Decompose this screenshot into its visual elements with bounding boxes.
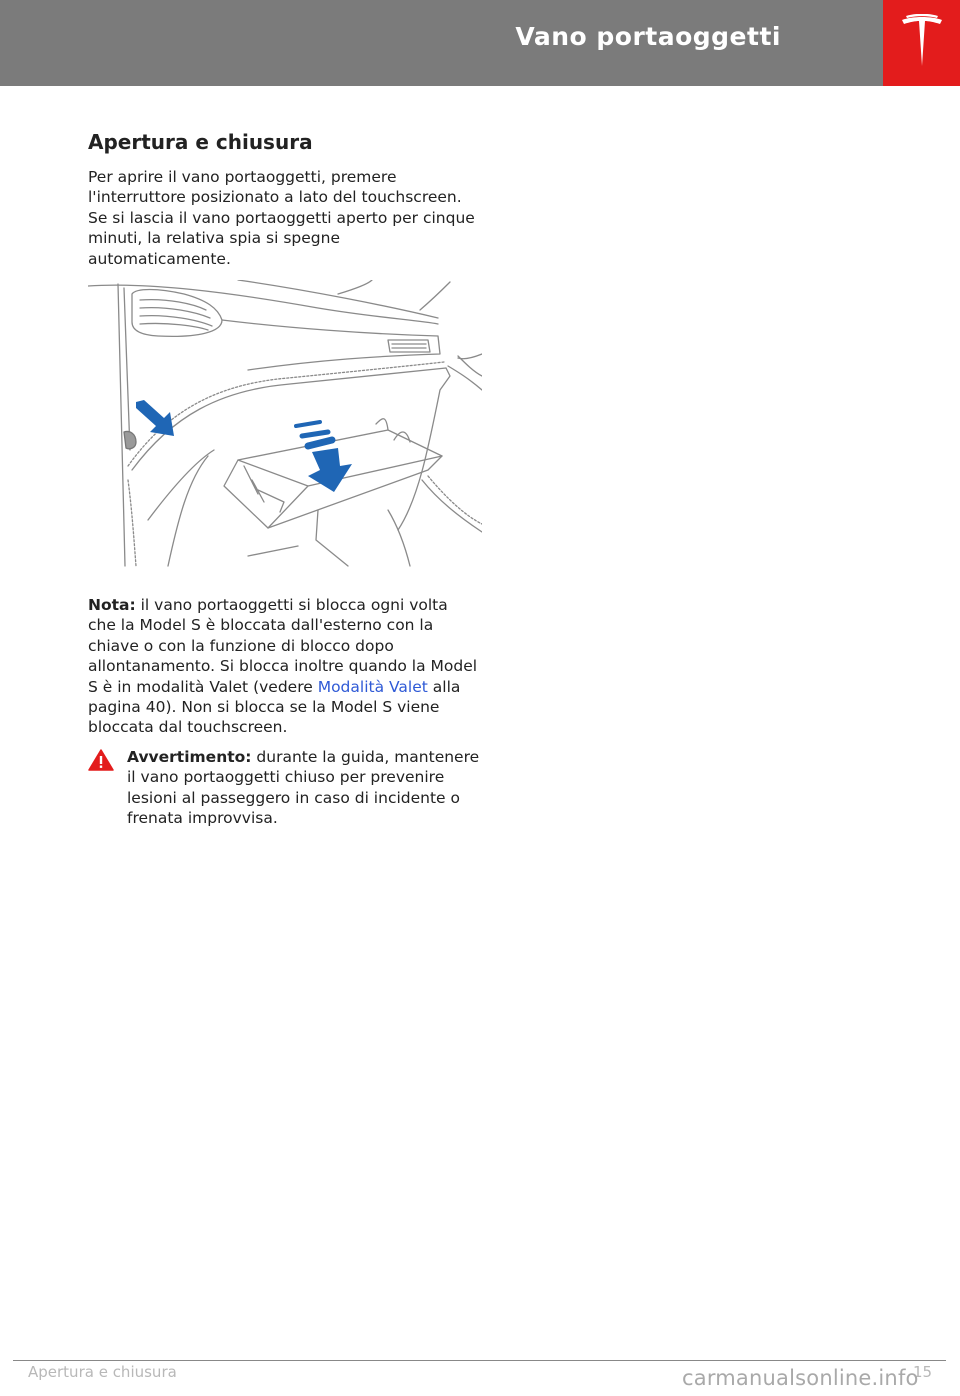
warning-paragraph <box>127 747 487 829</box>
footer-divider <box>13 1360 946 1361</box>
footer-section-title: Apertura e chiusura <box>28 1363 177 1381</box>
note-label: Nota: <box>88 596 136 614</box>
section-heading: Apertura e chiusura <box>88 130 313 154</box>
tesla-logo-icon <box>883 0 960 86</box>
warning-text: durante la guida, mantenere il vano portaoggetti chiuso per prevenire lesioni al passeggero in caso di incidente o frenata improvvisa. <box>127 748 480 828</box>
page-number: 15 <box>913 1363 933 1381</box>
note-text: il vano portaoggetti si blocca ogni volta che la Model S è bloccata dall'esterno con la chiave o con la funzione di blocco dopo allontanamento. Si blocca inoltre quando la Model S è in modalità Valet (vedere <box>88 596 478 696</box>
glovebox-illustration <box>88 280 482 568</box>
note-text-end: alla pagina 40). Non si blocca se la Model S viene bloccata dal touchscreen. <box>88 677 461 737</box>
header-bar <box>0 0 883 86</box>
page-title: Vano portaoggetti <box>515 22 781 51</box>
note-paragraph <box>88 595 480 738</box>
intro-paragraph: Per aprire il vano portaoggetti, premere l'interruttore posizionato a lato del touchscreen. Se si lascia il vano portaoggetti aperto per cinque minuti, la relativa spia si spegne automaticamente. <box>88 168 475 268</box>
watermark: carmanualsonline.info <box>682 1366 919 1390</box>
warning-label: Avvertimento: <box>127 748 252 766</box>
valet-mode-link[interactable]: Modalità Valet <box>317 677 428 696</box>
warning-triangle-icon <box>88 749 114 775</box>
